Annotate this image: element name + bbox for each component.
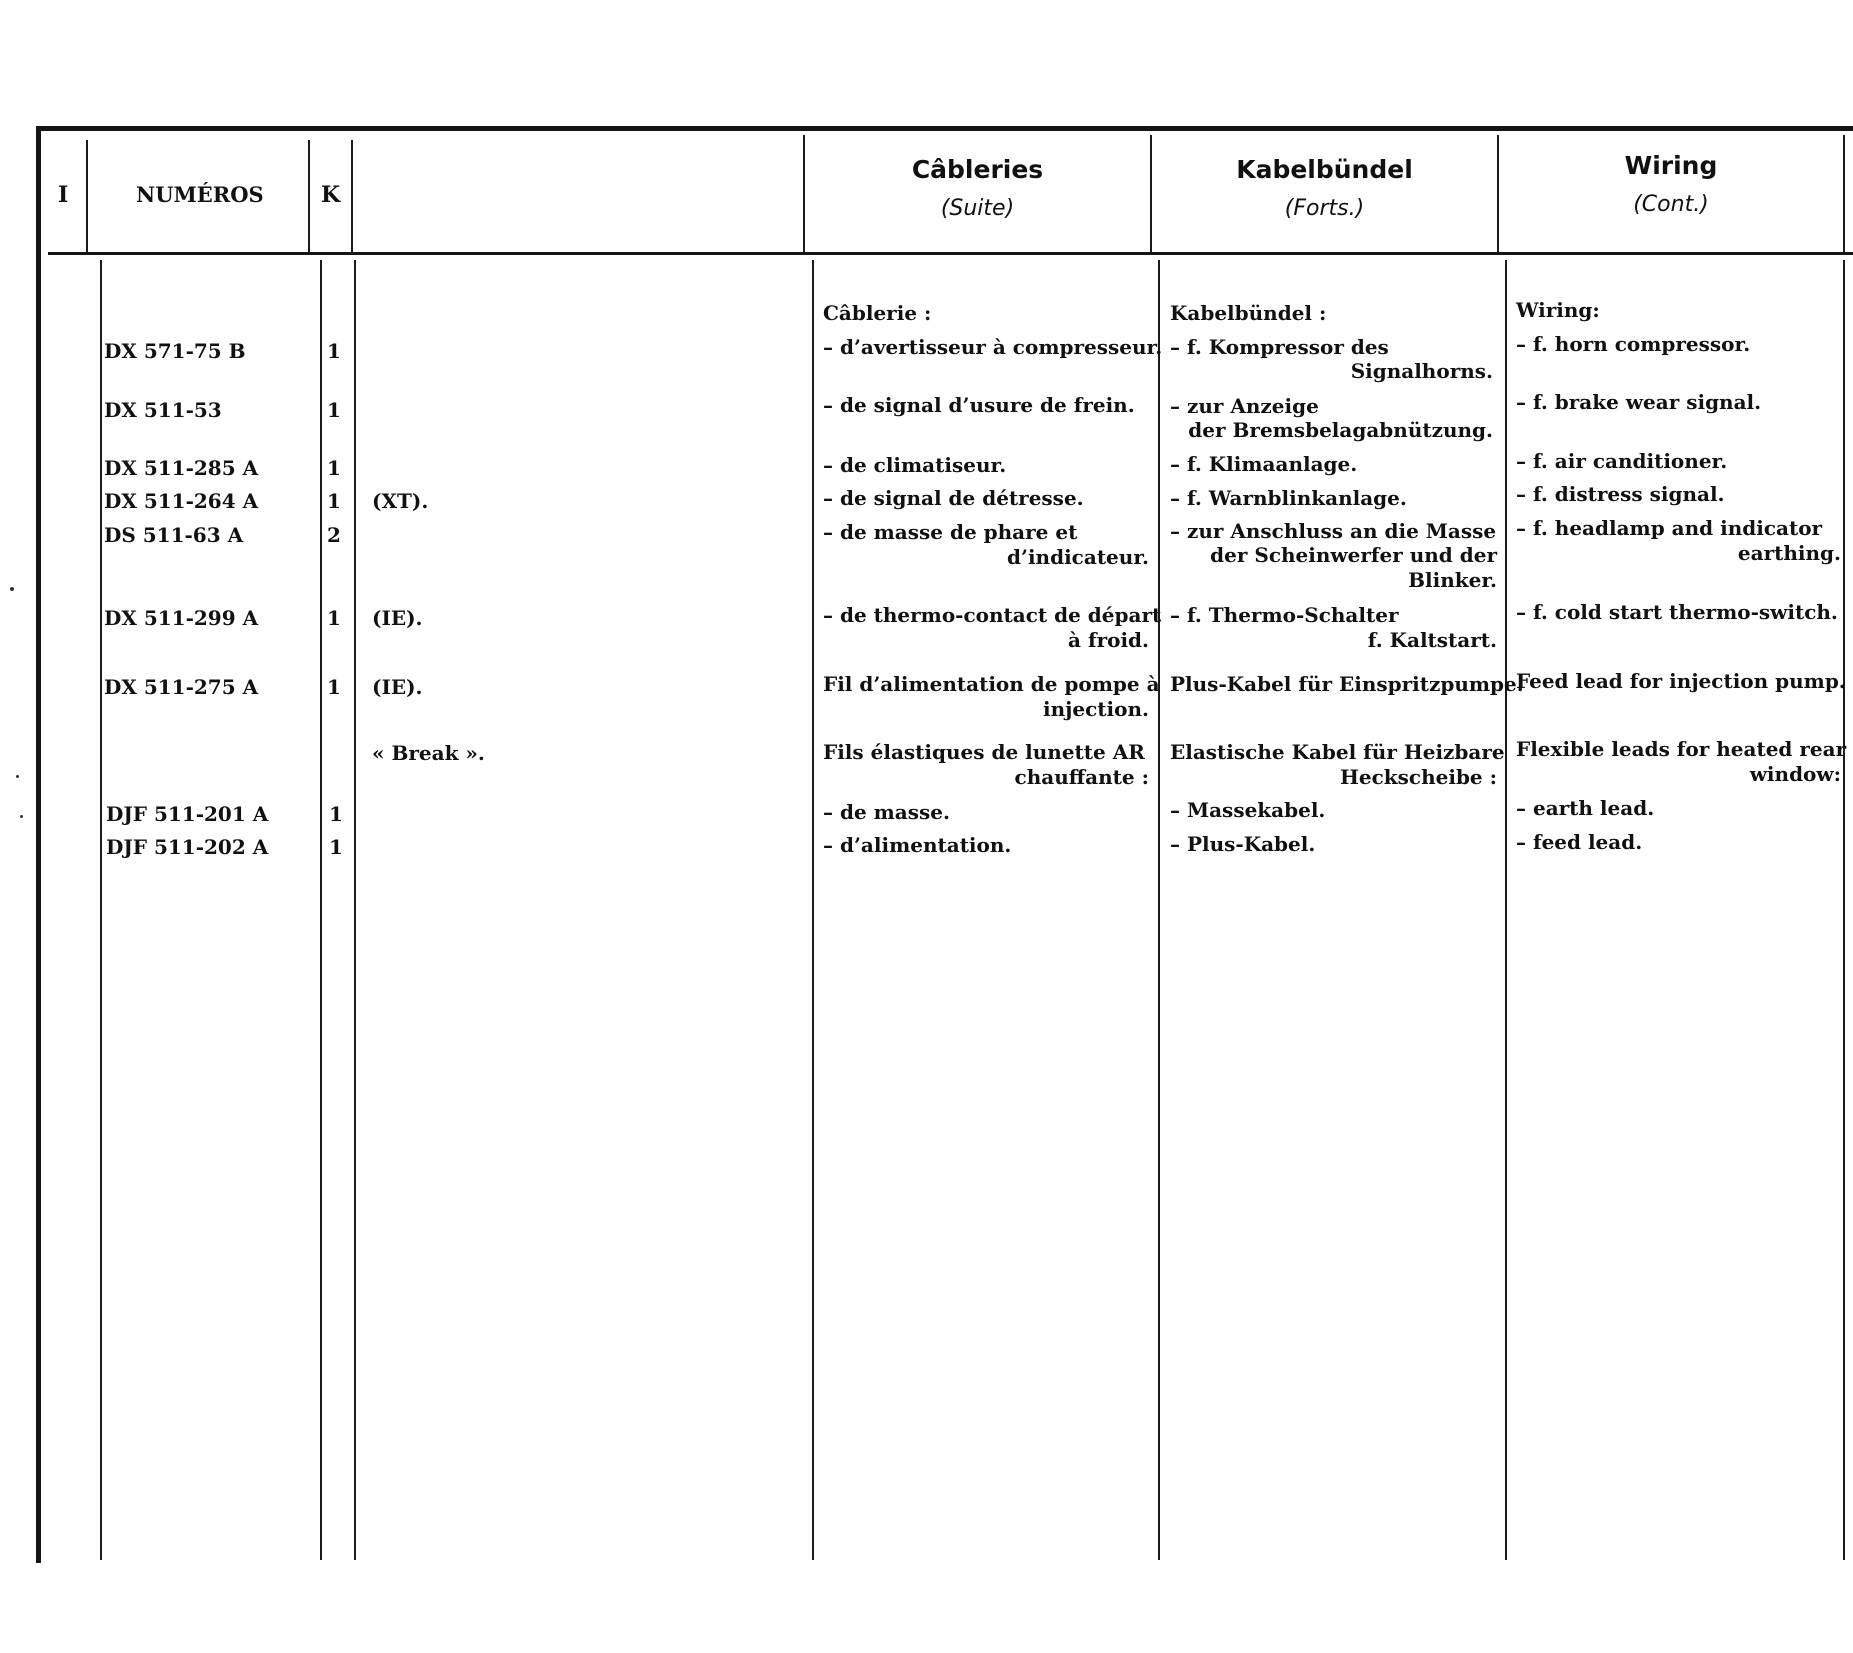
scan-speck [10,587,14,591]
column-divider [86,140,88,252]
french-description-cont: chauffante : [1014,765,1149,789]
french-description: – de climatiseur. [823,453,1007,477]
part-number: DX 571-75 B [104,339,246,363]
part-number: DS 511-63 A [104,523,244,547]
english-description-cont: window: [1749,762,1841,786]
french-description: – d’avertisseur à compresseur. [823,335,1163,359]
scan-speck [16,775,19,778]
header-col-numeros: NUMÉROS [136,182,264,207]
german-description: – f. Klimaanlage. [1170,452,1358,476]
part-number: DX 511-285 A [104,456,259,480]
left-border [36,126,41,1563]
column-divider [1158,260,1160,1560]
french-description: – de masse. [823,800,950,824]
column-divider [351,140,353,252]
header-german-title: Kabelbündel [1236,155,1413,184]
english-description: Feed lead for injection pump. [1516,669,1846,693]
english-description: – feed lead. [1516,830,1643,854]
column-divider [1843,260,1845,1560]
quantity: 1 [327,675,341,699]
german-description-cont: Blinker. [1408,568,1497,592]
column-divider [1843,135,1845,252]
column-divider [803,135,805,252]
english-description: Flexible leads for heated rear [1516,737,1847,761]
german-description: – zur Anzeige [1170,394,1319,418]
french-description: – de thermo-contact de départ [823,603,1162,627]
header-english-title: Wiring [1624,151,1718,180]
header-english-subtitle: (Cont.) [1633,192,1709,217]
quantity: 1 [329,802,343,826]
quantity: 1 [327,606,341,630]
variant-note: (IE). [372,606,423,630]
german-section-label: Kabelbündel : [1170,301,1327,325]
column-divider [320,260,322,1560]
header-french-subtitle: (Suite) [940,196,1015,221]
header-col-k: K [321,182,341,208]
english-description: – f. distress signal. [1516,482,1725,506]
french-description: Fils élastiques de lunette AR [823,740,1145,764]
german-description-cont: f. Kaltstart. [1367,628,1497,652]
part-number: DJF 511-202 A [106,835,269,859]
german-description: – f. Warnblinkanlage. [1170,486,1407,510]
english-description: – earth lead. [1516,796,1655,820]
column-divider [100,260,102,1560]
german-description: Elastische Kabel für Heizbare [1170,740,1505,764]
german-description-cont: der Bremsbelagabnützung. [1188,418,1493,442]
german-description: – zur Anschluss an die Masse [1170,519,1497,543]
french-description: – d’alimentation. [823,833,1012,857]
quantity: 1 [327,339,341,363]
french-description: – de signal de détresse. [823,486,1084,510]
header-bottom-rule [48,252,1853,255]
part-number: DX 511-53 [104,398,222,422]
english-description: – f. air canditioner. [1516,449,1728,473]
german-description: – f. Kompressor des [1170,335,1389,359]
header-french-title: Câbleries [911,155,1044,184]
quantity: 1 [329,835,343,859]
column-divider [812,260,814,1560]
variant-note: (XT). [372,489,429,513]
header-german-subtitle: (Forts.) [1284,196,1365,221]
part-number: DX 511-264 A [104,489,259,513]
english-description: – f. brake wear signal. [1516,390,1762,414]
french-description: – de masse de phare et [823,520,1078,544]
german-description: – Massekabel. [1170,798,1326,822]
english-description: – f. horn compressor. [1516,332,1751,356]
french-description: – de signal d’usure de frein. [823,393,1135,417]
english-description-cont: earthing. [1737,541,1841,565]
column-divider [308,140,310,252]
quantity: 2 [327,523,341,547]
german-description: – f. Thermo-Schalter [1170,603,1399,627]
french-description: Fil d’alimentation de pompe à [823,672,1160,696]
quantity: 1 [327,398,341,422]
french-description-cont: à froid. [1068,628,1149,652]
quantity: 1 [327,489,341,513]
german-description-cont: Signalhorns. [1350,359,1493,383]
scan-speck [20,815,23,818]
column-divider [354,260,356,1560]
english-description: – f. cold start thermo-switch. [1516,600,1838,624]
header-col-i: I [58,182,69,208]
quantity: 1 [327,456,341,480]
french-section-label: Câblerie : [823,301,932,325]
column-divider [1150,135,1152,252]
german-description-cont: der Scheinwerfer und der [1210,543,1497,567]
variant-note: (IE). [372,675,423,699]
column-divider [1505,260,1507,1560]
german-description-cont: Heckscheibe : [1339,765,1497,789]
top-rule [36,126,1853,131]
german-description: Plus-Kabel für Einspritzpumpe. [1170,672,1524,696]
english-section-label: Wiring: [1516,298,1600,322]
part-number: DJF 511-201 A [106,802,269,826]
french-description-cont: injection. [1043,697,1149,721]
part-number: DX 511-299 A [104,606,259,630]
variant-note: « Break ». [372,741,485,765]
part-number: DX 511-275 A [104,675,259,699]
german-description: – Plus-Kabel. [1170,832,1316,856]
english-description: – f. headlamp and indicator [1516,516,1823,540]
french-description-cont: d’indicateur. [1007,545,1149,569]
